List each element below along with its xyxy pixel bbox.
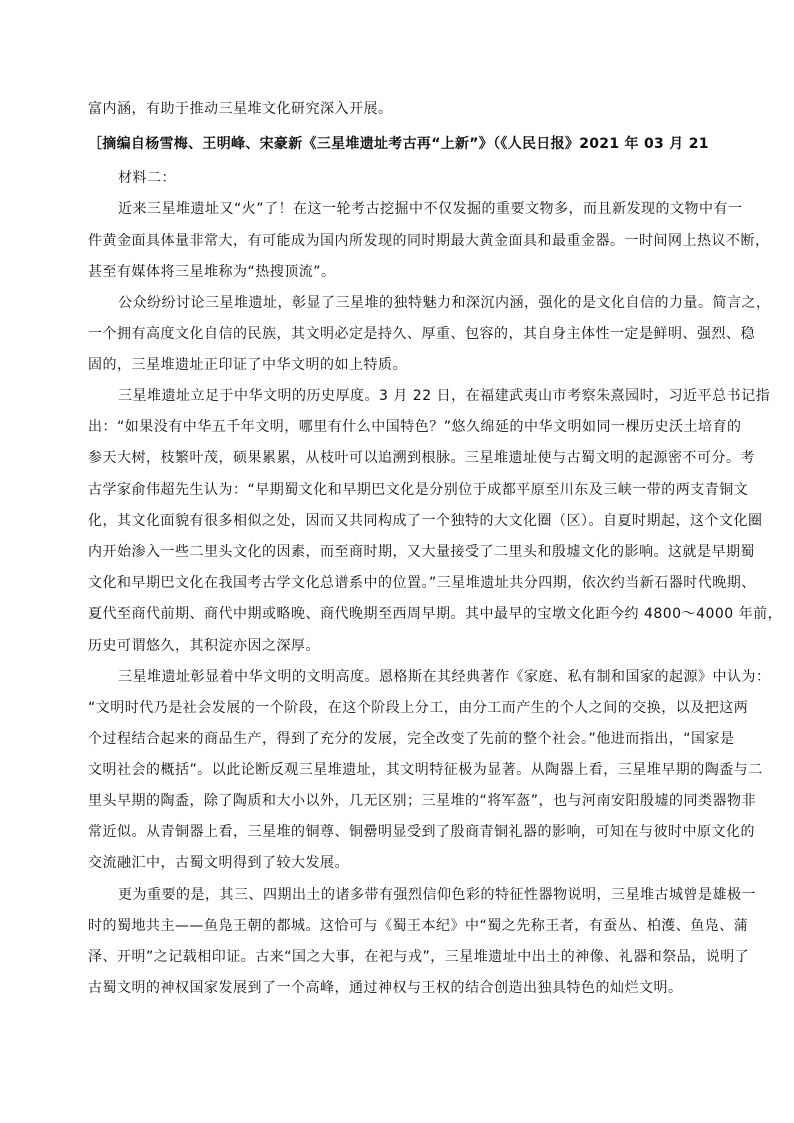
- paragraph-line: 甚至有媒体将三星堆称为“热搜顶流”。: [88, 264, 336, 280]
- paragraph-line: 三星堆遗址立足于中华文明的历史厚度。3 月 22 日，在福建武夷山市考察朱熹园时，习近平总书记指: [118, 388, 771, 404]
- paragraph-line: 文明社会的概括”。以此论断反观三星堆遗址，其文明特征极为显著。从陶器上看，三星堆早期的陶盉与二: [88, 762, 763, 778]
- paragraph-line: 古蜀文明的神权国家发展到了一个高峰，通过神权与王权的结合创造出独具特色的灿烂文明。: [88, 980, 683, 996]
- section-heading: 材料二：: [118, 170, 176, 186]
- paragraph-line: 三星堆遗址彰显着中华文明的文明高度。恩格斯在其经典著作《家庭、私有制和国家的起源》中认为：: [118, 669, 771, 685]
- paragraph-line: 近来三星堆遗址又“火”了！在这一轮考古挖掘中不仅发掘的重要文物多，而且新发现的文物中有一: [118, 201, 743, 217]
- paragraph-line: 参天大树，枝繁叶茂，硕果累累，从枝叶可以追溯到根脉。三星堆遗址使与古蜀文明的起源密不可分。考: [88, 450, 755, 466]
- paragraph-line: 内开始渗入一些二里头文化的因素，而至商时期，又大量接受了二里头和殷墟文化的影响。这就是早期蜀: [88, 544, 755, 560]
- paragraph-line: 更为重要的是，其三、四期出土的诸多带有强烈信仰色彩的特征性器物说明，三星堆古城曾是雄极一: [118, 887, 756, 903]
- paragraph-line: “文明时代乃是社会发展的一个阶段，在这个阶段上分工，由分工而产生的个人之间的交换，以及把这两: [88, 700, 749, 716]
- paragraph-line: 一个拥有高度文化自信的民族，其文明必定是持久、厚重、包容的，其自身主体性一定是鲜明、强烈、稳: [88, 326, 755, 342]
- paragraph-line: 夏代至商代前期、商代中期或略晚、商代晚期至西周早期。其中最早的宝墩文化距今约 4800～4000 年前，: [88, 606, 783, 622]
- paragraph-line: 古学家俞伟超先生认为：“早期蜀文化和早期巴文化是分别位于成都平原至川东及三峡一带的两支青铜文: [88, 482, 749, 498]
- paragraph-line: 富内涵，有助于推动三星堆文化研究深入开展。: [88, 101, 393, 117]
- paragraph-line: 件黄金面具体量非常大，有可能成为国内所发现的同时期最大黄金面具和最重金器。一时间网上热议不断，: [88, 233, 770, 249]
- paragraph-line: 文化和早期巴文化在我国考古学文化总谱系中的位置。”三星堆遗址共分四期，依次约当新石器时代晚期、: [88, 575, 756, 591]
- paragraph-line: 常近似。从青铜器上看，三星堆的铜尊、铜罍明显受到了殷商青铜礼器的影响，可知在与彼时中原文化的: [88, 824, 755, 840]
- paragraph-line: 化，其文化面貌有很多相似之处，因而又共同构成了一个独特的大文化圈（区）。自夏时期起，这个文化圈: [88, 513, 763, 529]
- paragraph-line: 交流融汇中，古蜀文明得到了较大发展。: [88, 855, 349, 871]
- paragraph-line: 出：“如果没有中华五千年文明，哪里有什么中国特色？”悠久绵延的中华文明如同一棵历史沃土培育的: [88, 419, 742, 435]
- source-citation: ［摘编自杨雪梅、王明峰、宋豪新《三星堆遗址考古再“上新”》（《人民日报》2021 年 03 月 21: [88, 136, 709, 152]
- paragraph-line: 公众纷纷讨论三星堆遗址，彰显了三星堆的独特魅力和深沉内涵，强化的是文化自信的力量。简言之，: [118, 295, 771, 311]
- paragraph-line: 泽、开明”之记载相印证。古来“国之大事，在祀与戎”，三星堆遗址中出土的神像、礼器和祭品，说明了: [88, 949, 750, 965]
- paragraph-line: 里头早期的陶盉，除了陶质和大小以外，几无区别；三星堆的“将军盔”，也与河南安阳殷墟的同类器物非: [88, 793, 757, 809]
- paragraph-line: 固的，三星堆遗址正印证了中华文明的如上特质。: [88, 357, 407, 373]
- paragraph-line: 时的蜀地共主——鱼凫王朝的都城。这恰可与《蜀王本纪》中“蜀之先称王者，有蚕丛、柏濩、鱼凫、蒲: [88, 918, 749, 934]
- paragraph-line: 个过程结合起来的商品生产，得到了充分的发展，完全改变了先前的整个社会。”他进而指出，“国家是: [88, 731, 735, 747]
- paragraph-line: 历史可谓悠久，其积淀亦因之深厚。: [88, 638, 320, 654]
